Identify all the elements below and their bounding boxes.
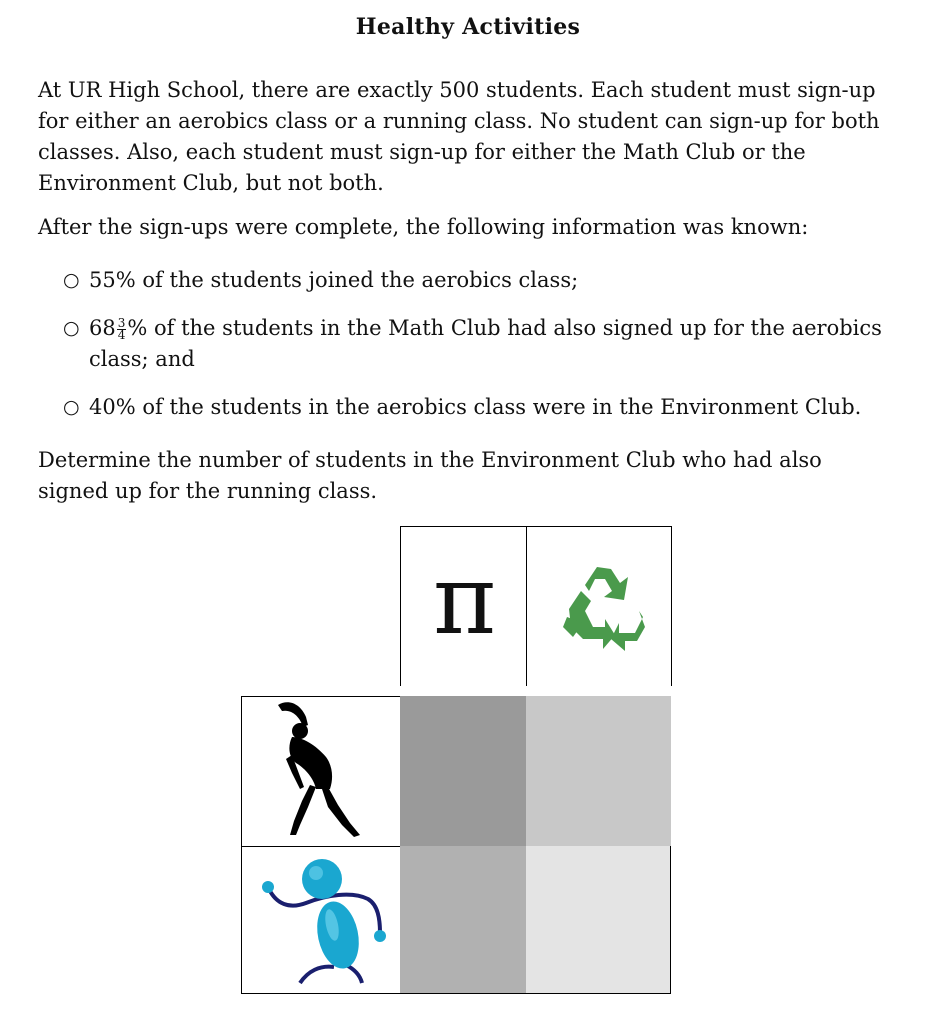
- intro-paragraph: At UR High School, there are exactly 500 students. Each student must sign-up for either an aerobics class or a running class. No student can sign-up for both classes. Also, each student must sign-up for either the Math Club or the Environment Club, but not both.: [38, 78, 880, 195]
- pi-symbol-icon: π: [432, 544, 497, 656]
- column-header-math-club: [400, 526, 527, 686]
- list-item: [63, 313, 903, 375]
- running-figure-icon: [242, 847, 400, 993]
- column-header-environment-club: [526, 526, 672, 686]
- fact-math-club-text: % of the students in the Math Club had also signed up for the aerobics class; and: [89, 316, 882, 371]
- recycle-icon: [527, 527, 673, 687]
- fact-aerobics-percent: 55% of the students joined the aerobics class;: [89, 268, 579, 292]
- cell-aerobics-environment: [526, 696, 671, 846]
- fraction-numerator: 3: [117, 316, 126, 330]
- row-header-running: [241, 846, 401, 994]
- list-item: [63, 265, 903, 296]
- fact-math-club-prefix: 68: [89, 316, 116, 340]
- fraction-denominator: 4: [117, 328, 126, 342]
- facts-list: [63, 265, 903, 440]
- info-intro-paragraph: After the sign-ups were complete, the following information was known:: [38, 215, 809, 239]
- cell-running-math: [400, 846, 526, 993]
- grid-border-right: [670, 846, 671, 994]
- circle-bullet-icon: ○: [63, 396, 80, 418]
- circle-bullet-icon: ○: [63, 269, 80, 291]
- fraction: [117, 318, 127, 341]
- cell-aerobics-math: [400, 696, 526, 846]
- question-paragraph: Determine the number of students in the Environment Club who had also signed up for the running class.: [38, 448, 822, 503]
- row-header-aerobics: [241, 696, 401, 847]
- grid-border-bottom: [400, 993, 671, 994]
- fact-environment-percent: 40% of the students in the aerobics class were in the Environment Club.: [89, 395, 862, 419]
- page-title: Healthy Activities: [355, 14, 581, 40]
- cell-running-environment: [526, 846, 671, 993]
- list-item: [63, 392, 903, 423]
- aerobics-figure-icon: [242, 697, 400, 846]
- circle-bullet-icon: ○: [63, 317, 80, 339]
